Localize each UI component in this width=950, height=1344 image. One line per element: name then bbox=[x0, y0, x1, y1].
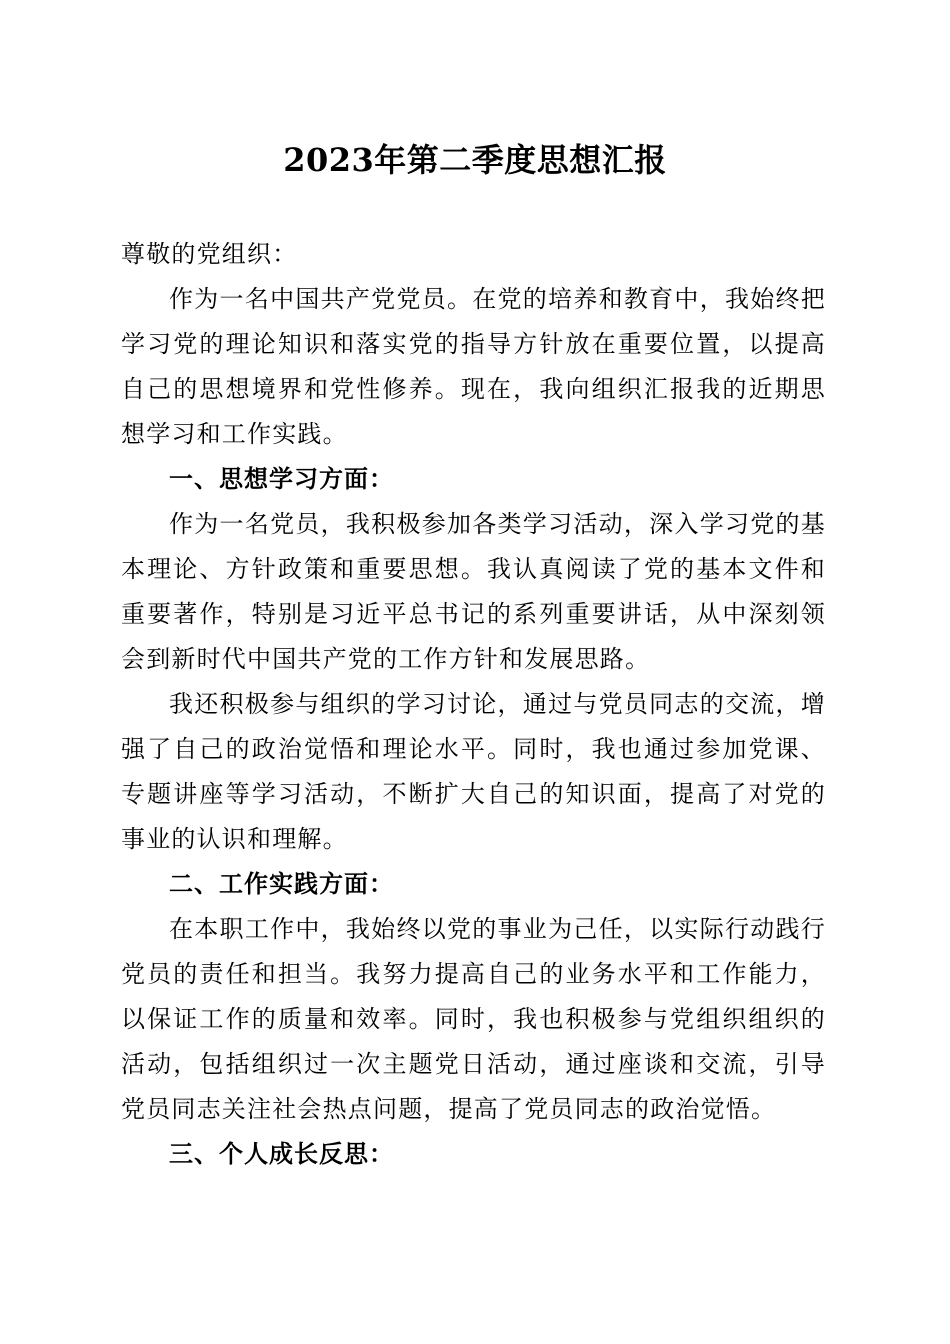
section-heading-1: 一、思想学习方面： bbox=[169, 465, 394, 493]
intro-paragraph: 作为一名中国共产党党员。在党的培养和教育中，我始终把学习党的理论知识和落实党的指导方针放在重要位置，以提高自己的思想境界和党性修养。现在，我向组织汇报我的近期思想学习和工作实践。 bbox=[121, 285, 826, 448]
salutation: 尊敬的党组织： bbox=[121, 240, 298, 268]
document-body bbox=[121, 232, 826, 1177]
section-heading-3: 三、个人成长反思： bbox=[169, 1140, 394, 1168]
section1-paragraph-2: 我还积极参与组织的学习讨论，通过与党员同志的交流，增强了自己的政治觉悟和理论水平。同时，我也通过参加党课、专题讲座等学习活动，不断扩大自己的知识面，提高了对党的事业的认识和理解。 bbox=[121, 690, 826, 853]
section1-paragraph-1: 作为一名党员，我积极参加各类学习活动，深入学习党的基本理论、方针政策和重要思想。我认真阅读了党的基本文件和重要著作，特别是习近平总书记的系列重要讲话，从中深刻领会到新时代中国共产党的工作方针和发展思路。 bbox=[121, 510, 826, 673]
document-title: 2023年第二季度思想汇报 bbox=[283, 141, 667, 179]
section2-paragraph-1: 在本职工作中，我始终以党的事业为己任，以实际行动践行党员的责任和担当。我努力提高自己的业务水平和工作能力，以保证工作的质量和效率。同时，我也积极参与党组织组织的活动，包括组织过一次主题党日活动，通过座谈和交流，引导党员同志关注社会热点问题，提高了党员同志的政治觉悟。 bbox=[121, 915, 826, 1123]
section-heading-2: 二、工作实践方面： bbox=[169, 870, 394, 898]
